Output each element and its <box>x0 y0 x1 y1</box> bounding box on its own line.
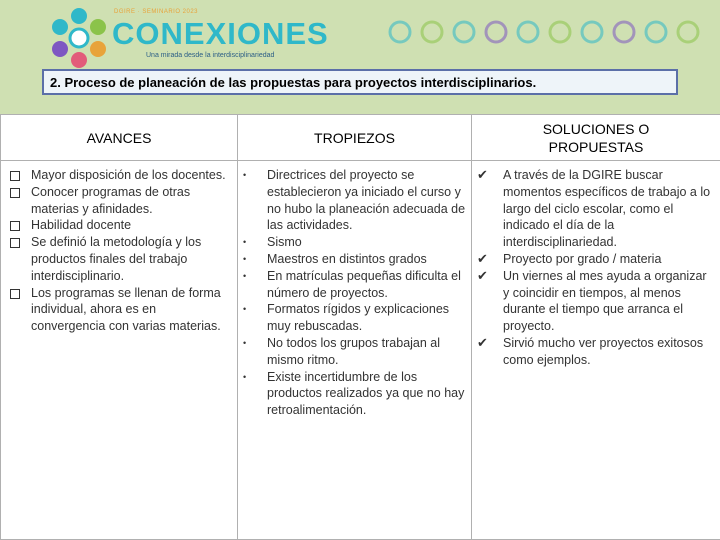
soluciones-list <box>472 161 720 369</box>
checkmark-icon: ✔ <box>477 250 488 266</box>
header-soluciones: SOLUCIONES O PROPUESTAS <box>472 115 720 161</box>
list-item: Conocer programas de otras materias y afinidades. <box>31 184 231 218</box>
section-heading: 2. Proceso de planeación de las propuestas para proyectos interdisciplinarios. <box>50 75 537 90</box>
list-item: ✔ Un viernes al mes ayuda a organizar y coincidir en tiempos, al menos durante el tiempo que arranca el proyecto. <box>477 267 707 334</box>
logo-subtitle: Una mirada desde la interdisciplinariedad <box>146 52 275 59</box>
tropiezos-cell <box>238 161 472 540</box>
list-item: • Existe incertidumbre de los productos realizados ya que no hay retroalimentación. <box>243 369 465 418</box>
checkmark-icon: ✔ <box>477 334 488 350</box>
avances-cell <box>1 161 238 540</box>
list-item: Mayor disposición de los docentes. <box>31 167 231 184</box>
logo-title: CONEXIONES <box>112 16 329 51</box>
bullet-icon: • <box>243 170 247 180</box>
checkmark-icon: ✔ <box>477 267 488 283</box>
list-item: ✔ Proyecto por grado / materia <box>477 250 662 266</box>
avances-list <box>1 161 237 335</box>
list-item: ✔ A través de la DGIRE buscar momentos específicos de trabajo a lo largo del ciclo escolar, como el indicado el día de la interdisciplinariedad. <box>477 167 711 250</box>
bullet-icon: • <box>243 337 247 348</box>
checkmark-icon: ✔ <box>477 167 488 182</box>
section-heading-box <box>42 69 678 95</box>
soluciones-cell <box>472 161 720 540</box>
logo-tagline: DGIRE · SEMINARIO 2023 <box>114 9 199 15</box>
bullet-icon: • <box>243 253 247 264</box>
list-item: ✔ Sirvió mucho ver proyectos exitosos como ejemplos. <box>477 334 704 367</box>
list-item: Se definió la metodología y los productos finales del trabajo interdisciplinario. <box>31 234 231 284</box>
header-tropiezos: TROPIEZOS <box>238 115 472 161</box>
list-item: Habilidad docente <box>31 217 231 234</box>
list-item: • Directrices del proyecto se establecieron ya iniciado el curso y no hubo la planeación adecuada de las actividades. <box>243 168 466 233</box>
bullet-icon: • <box>243 270 247 281</box>
bullet-icon: • <box>243 304 247 315</box>
list-item: • En matrículas pequeñas dificulta el número de proyectos. <box>243 268 461 300</box>
list-item: • Maestros en distintos grados <box>243 251 427 266</box>
header-banner <box>0 0 720 70</box>
header-avances: AVANCES <box>1 115 238 161</box>
tropiezos-list <box>238 161 471 419</box>
conexiones-logo-icon <box>47 6 111 70</box>
list-item: • Formatos rígidos y explicaciones muy rebuscadas. <box>243 302 450 334</box>
list-item: • Sismo <box>243 235 302 250</box>
list-item: • No todos los grupos trabajan al mismo ritmo. <box>243 335 441 367</box>
decorative-pattern <box>380 6 720 58</box>
planning-table <box>0 114 720 540</box>
bullet-icon: • <box>243 237 247 248</box>
bullet-icon: • <box>243 371 247 382</box>
list-item: Los programas se llenan de forma individual, ahora es en convergencia con varias materias. <box>31 285 231 335</box>
